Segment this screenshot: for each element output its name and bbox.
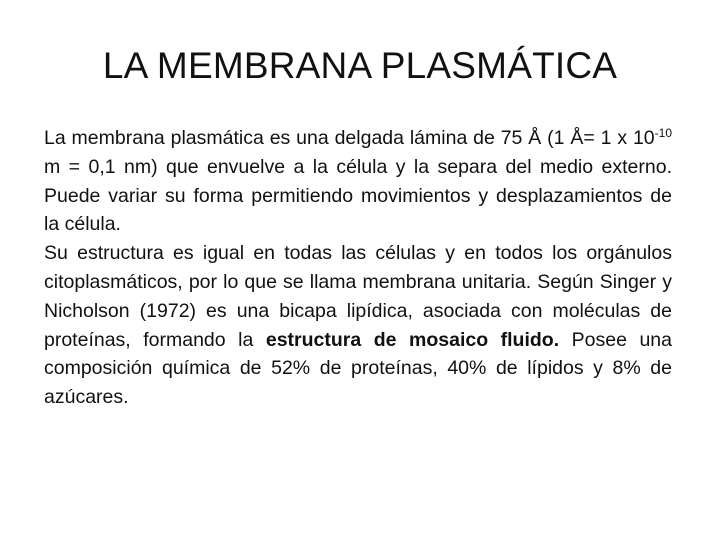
bold-term-fluid-mosaic: estructura de mosaico fluido. <box>265 328 560 351</box>
paragraph-definition-text-2: m = 0,1 nm) que envuelve a la célula y la separa del medio externo. Puede variar su forma permitiendo movimientos y desplazamientos de la célula. <box>44 155 672 236</box>
paragraph-structure-text-1: Su estructura es igual en todas las células y en todos los orgánulos citoplasmáticos, por lo que se llama membrana unitaria. Según Singer y Nicholson (1972) es una bicapa lipídica, asociada con moléculas de proteínas, formando la <box>44 242 672 351</box>
slide-body <box>44 124 672 412</box>
paragraph-definition <box>44 124 672 239</box>
paragraph-structure <box>44 239 672 412</box>
paragraph-structure-text-2: Posee una composición química de 52% de proteínas, 40% de lípidos y 8% de azúcares. <box>44 328 672 409</box>
exponent: -10 <box>654 126 672 140</box>
slide-title: LA MEMBRANA PLASMÁTICA <box>102 45 618 86</box>
paragraph-definition-text-1: La membrana plasmática es una delgada lámina de 75 Å (1 Å= 1 x 10 <box>44 127 655 149</box>
